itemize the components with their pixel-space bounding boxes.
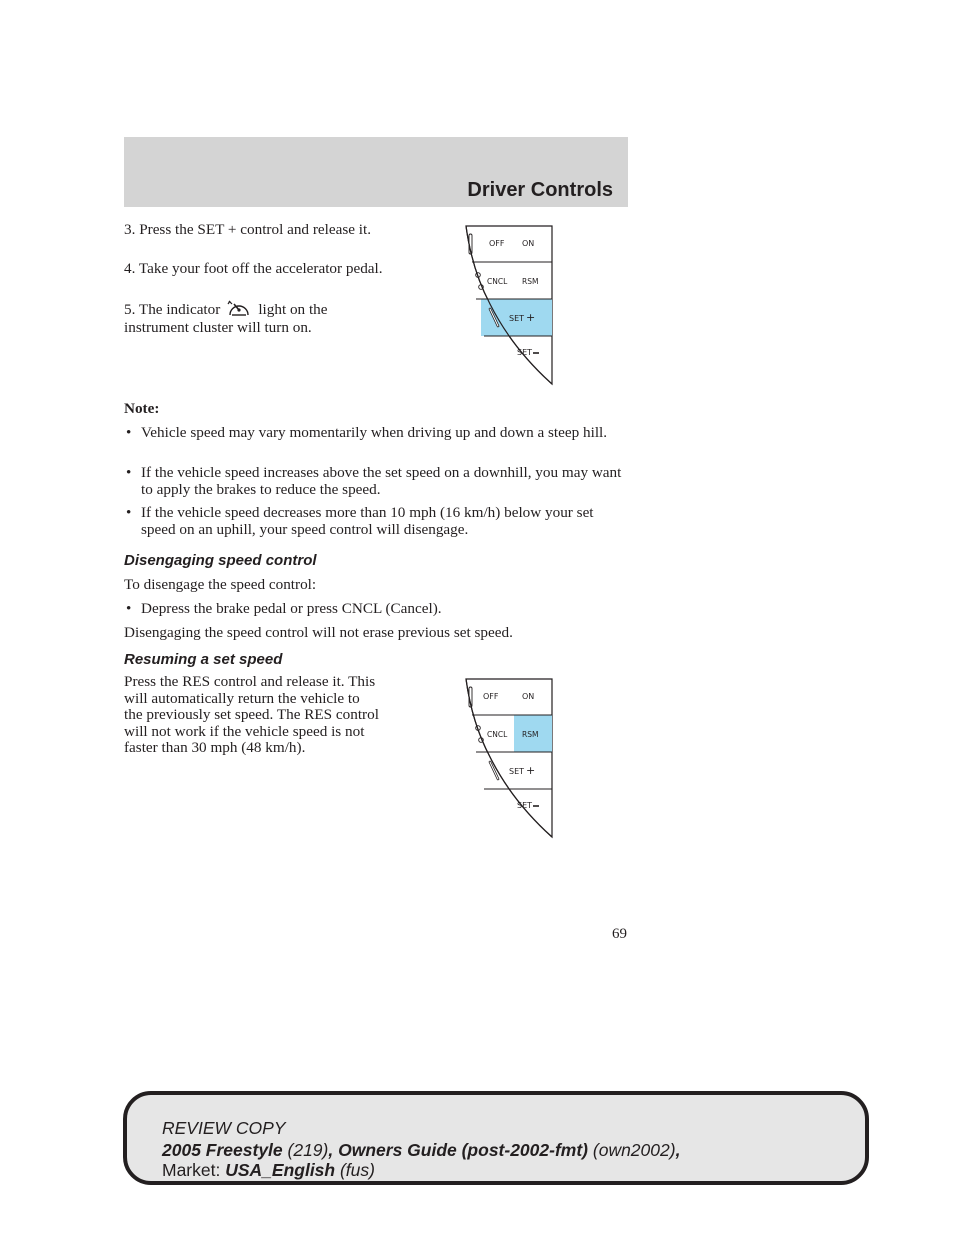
- note-bullet-1: • Vehicle speed may vary momentarily when driving up and down a steep hill.: [126, 424, 608, 441]
- header-band: [124, 137, 628, 207]
- speed-control-diagram-set-plus: [460, 222, 560, 388]
- page-number: 69: [612, 926, 627, 942]
- resume-heading: Resuming a set speed: [124, 651, 283, 668]
- resume-text: Press the RES control and release it. This will automatically return the vehicle to the previously set speed. The RES control will not work if the vehicle speed is not faster than 30 mph (48 km/h).: [124, 673, 379, 756]
- footer-line-3: Market: USA_English (fus): [162, 1160, 375, 1180]
- page-title: Driver Controls: [467, 179, 613, 201]
- rsm-label: RSM: [522, 277, 539, 286]
- off-label: OFF: [489, 239, 505, 248]
- note-bullet-3: • If the vehicle speed decreases more than 10 mph (16 km/h) below your set speed on an uphill, your speed control will disengage.: [126, 504, 594, 538]
- plus-icon: +: [526, 311, 536, 324]
- speed-control-indicator-icon: [226, 300, 252, 318]
- set-minus-label: SET: [517, 348, 533, 357]
- on-label: ON: [522, 692, 535, 701]
- speed-control-diagram-resume: [460, 675, 560, 841]
- off-label: OFF: [483, 692, 499, 701]
- set-minus-label: SET: [517, 801, 533, 810]
- disengage-bullet: • Depress the brake pedal or press CNCL (Cancel).: [126, 600, 442, 617]
- cncl-label: CNCL: [487, 730, 508, 739]
- footer-line-2: 2005 Freestyle (219), Owners Guide (post-2002-fmt) (own2002),: [162, 1140, 681, 1160]
- disengage-intro: To disengage the speed control:: [124, 576, 317, 593]
- step-5-before: 5. The indicator: [124, 301, 221, 318]
- note-bullet-2: • If the vehicle speed increases above the set speed on a downhill, you may want to apply the brakes to reduce the speed.: [126, 464, 622, 498]
- cncl-label: CNCL: [487, 277, 508, 286]
- step-5-after: light on the instrument cluster will turn on.: [124, 301, 328, 336]
- on-label: ON: [522, 239, 535, 248]
- step-3: 3. Press the SET + control and release it.: [124, 221, 372, 238]
- plus-icon: +: [526, 764, 536, 777]
- step-5: [124, 300, 384, 337]
- set-plus-label: SET: [509, 314, 525, 323]
- disengage-after: Disengaging the speed control will not erase previous set speed.: [124, 624, 513, 641]
- set-plus-label: SET: [509, 767, 525, 776]
- note-label: Note:: [124, 400, 160, 417]
- disengage-heading: Disengaging speed control: [124, 552, 317, 569]
- footer-line-1: REVIEW COPY: [162, 1118, 286, 1138]
- step-4: 4. Take your foot off the accelerator pedal.: [124, 260, 383, 277]
- rsm-label: RSM: [522, 730, 539, 739]
